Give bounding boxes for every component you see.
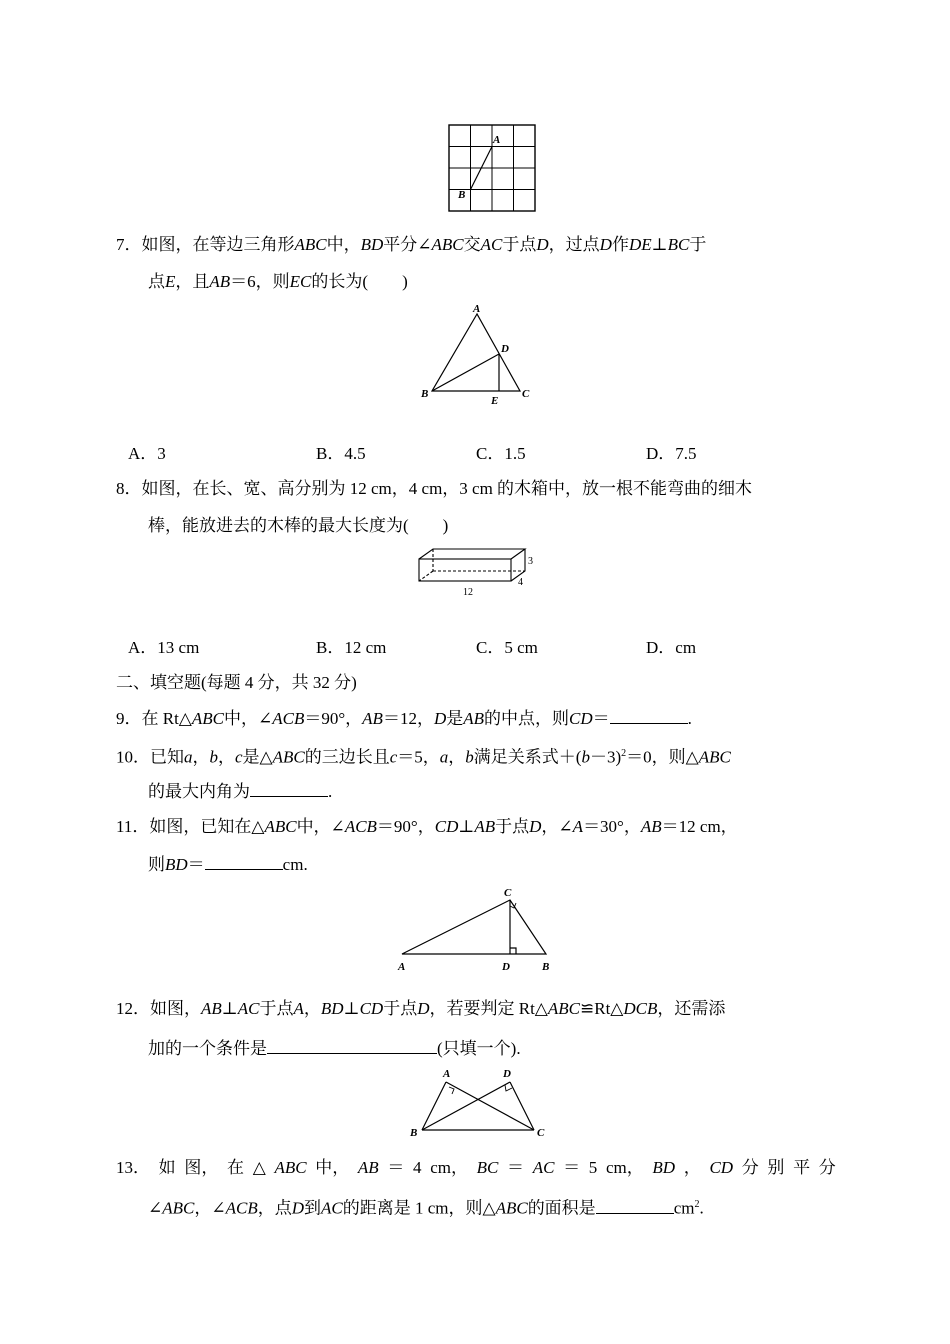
q8-option-b[interactable]: B．12 cm [316, 638, 387, 657]
q11-answer-blank[interactable] [205, 853, 283, 870]
q8-option-c[interactable]: C．5 cm [476, 638, 538, 657]
q11-label-b: B [542, 961, 550, 973]
q13-answer-blank[interactable] [596, 1197, 674, 1214]
q9-line: 9．在 Rt△ABC中，∠ACB＝90°，AB＝12，D是AB的中点，则CD＝ . [116, 709, 692, 728]
q12-line2: 加的一个条件是 (只填一个). [148, 1039, 521, 1058]
q7-number: 7． [116, 235, 142, 254]
q12-label-a: A [443, 1068, 451, 1080]
q7-label-c: C [522, 388, 530, 400]
q11-label-d: D [502, 961, 510, 973]
q11-label-a: A [398, 961, 406, 973]
q8-dim-height: 3 [528, 556, 533, 567]
q8-dim-length: 12 [463, 587, 473, 598]
q10-line1: 10．已知a，b，c是△ABC的三边长且c＝5，a，b满足关系式$+(b-3)^2=0$，则△ABC [116, 747, 731, 767]
q12-figure [406, 1066, 556, 1140]
q12-label-b: B [410, 1127, 418, 1139]
q8-box-figure [414, 544, 544, 600]
q9-answer-blank[interactable] [610, 707, 688, 724]
q8-line2: 棒，能放进去的木棒的最大长度为( ) [148, 516, 449, 535]
q7-label-b: B [421, 388, 429, 400]
grid-label-a: A [493, 134, 501, 146]
q10-answer-blank[interactable] [250, 780, 328, 797]
q9-number: 9． [116, 709, 142, 728]
q13-line1: 13． 如 图， 在 △ ABC 中， AB ＝ 4 cm， BC ＝ AC ＝ 5 cm， BD ， CD 分 别 平 分 [116, 1158, 836, 1177]
q7-line2: 点E，且AB＝6，则EC的长为( ) [148, 272, 408, 291]
q10-line2: 的最大内角为 . [148, 782, 333, 801]
q13-line2: ∠ABC，∠ACB，点D到AC的距离是 1 cm，则△ABC的面积是 $cm^2$. [148, 1198, 704, 1218]
q12-number: 12． [116, 999, 150, 1018]
q13-number: 13． [116, 1158, 150, 1177]
q7-label-a: A [473, 303, 481, 315]
q7-option-b[interactable]: B．4.5 [316, 444, 366, 463]
q10-number: 10． [116, 747, 150, 767]
q11-line1: 11．如图，已知在△ABC中，∠ACB＝90°，CD⊥AB于点D，∠A＝30°，AB＝12 cm， [116, 817, 738, 836]
q12-line1: 12．如图，AB⊥AC于点A，BD⊥CD于点D，若要判定 Rt△ABC≌Rt△DCB，还需添 [116, 999, 726, 1018]
q7-label-d: D [501, 343, 509, 355]
q12-label-c: C [537, 1127, 545, 1139]
q11-triangle-figure [396, 882, 562, 976]
q7-line1: 7．如图，在等边三角形ABC中，BD平分∠ABC交AC于点D，过点D作DE⊥BC于 [116, 235, 707, 254]
q8-line1: 8．如图，在长、宽、高分别为 12 cm，4 cm，3 cm 的木箱中，放一根不能弯曲的细木 [116, 479, 753, 498]
grid-label-b: B [458, 189, 466, 201]
grid-figure [448, 124, 538, 214]
q7-option-a[interactable]: A．3 [128, 444, 166, 463]
q7-option-c[interactable]: C．1.5 [476, 444, 526, 463]
q7-option-d[interactable]: D．7.5 [646, 444, 697, 463]
q11-label-c: C [504, 887, 512, 899]
q7-triangle-figure [418, 302, 538, 406]
q8-option-a[interactable]: A．13 cm [128, 638, 200, 657]
q7-label-e: E [491, 395, 499, 406]
q8-number: 8． [116, 479, 142, 498]
q8-dim-width: 4 [518, 577, 523, 588]
section-heading: 二、填空题(每题 4 分，共 32 分) [116, 673, 357, 692]
q12-answer-blank[interactable] [267, 1037, 437, 1054]
q11-line2: 则BD＝ cm. [148, 855, 308, 874]
q11-number: 11． [116, 817, 150, 836]
q8-option-d[interactable]: D．cm [646, 638, 697, 657]
q12-label-d: D [503, 1068, 511, 1080]
